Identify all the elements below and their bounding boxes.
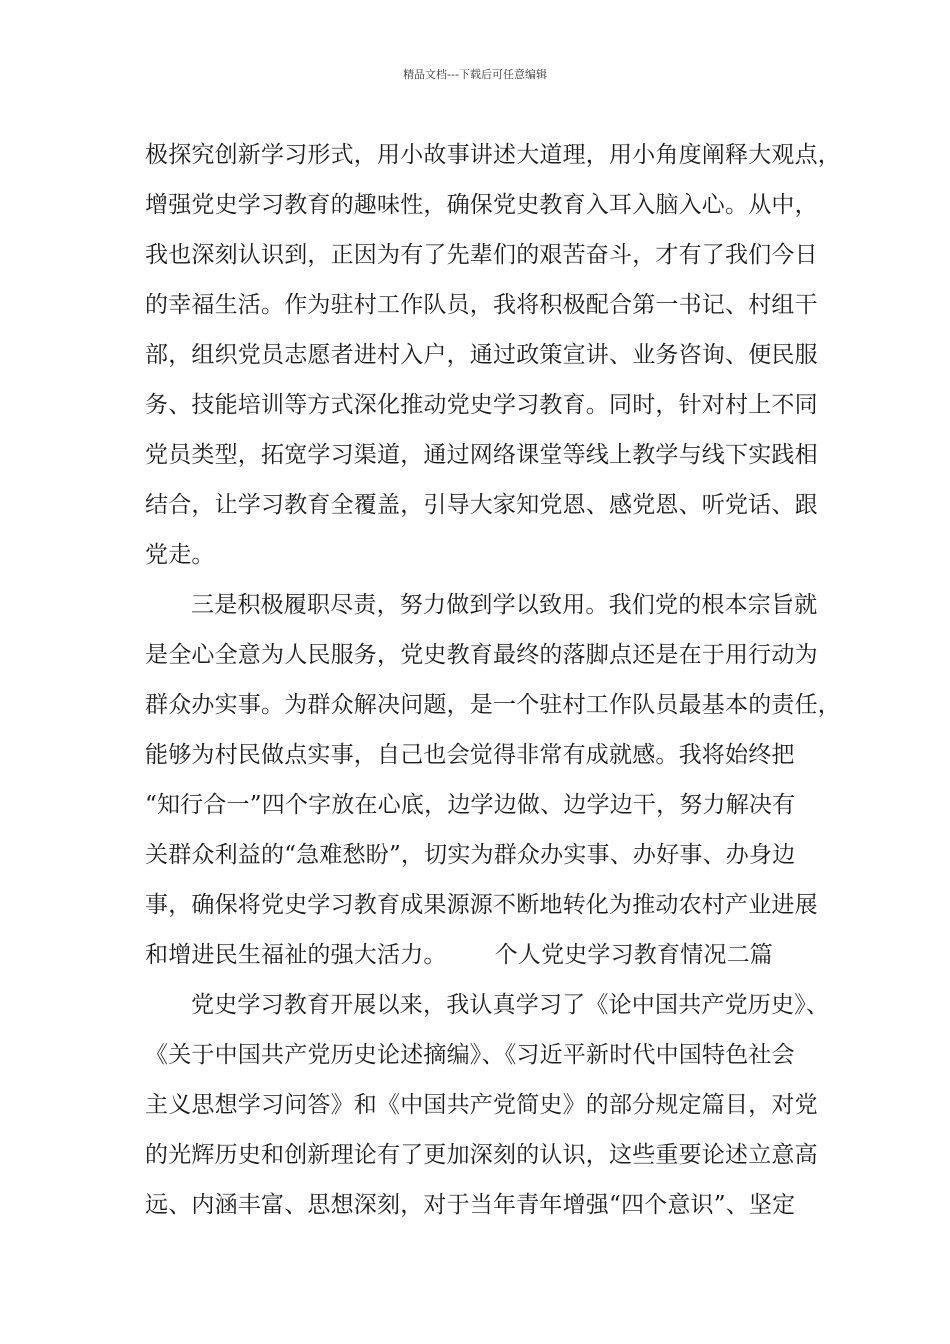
- text-line: 增强党史学习教育的趣味性，确保党史教育入耳入脑入心。从中，: [145, 192, 818, 218]
- text-line: 部，组织党员志愿者进村入户，通过政策宣讲、业务咨询、便民服: [145, 342, 818, 368]
- text-line: 党走。: [145, 542, 215, 568]
- text-line: 结合，让学习教育全覆盖，引导大家知党恩、感党恩、听党话、跟: [145, 492, 818, 518]
- text-line: 务、技能培训等方式深化推动党史学习教育。同时，针对村上不同: [145, 392, 818, 418]
- text-line: 主义思想学习问答》和《中国共产党简史》的部分规定篇目，对党: [145, 1092, 818, 1118]
- text-line: 是全心全意为人民服务，党史教育最终的落脚点还是在于用行动为: [145, 642, 818, 668]
- text-line: 的光辉历史和创新理论有了更加深刻的认识，这些重要论述立意高: [145, 1142, 818, 1168]
- text-line: 的幸福生活。作为驻村工作队员，我将积极配合第一书记、村组干: [145, 292, 818, 318]
- paragraph-start-line: 党史学习教育开展以来，我认真学习了《论中国共产党历史》、: [191, 992, 830, 1018]
- text-line-with-heading: [145, 930, 835, 980]
- page-header: 精品文档---下载后可任意编辑: [403, 68, 547, 81]
- text-line: 群众办实事。为群众解决问题，是一个驻村工作队员最基本的责任，: [145, 692, 841, 718]
- paragraph-end-text: 和增进民生福祉的强大活力。: [145, 942, 447, 968]
- text-line: 事，确保将党史学习教育成果源源不断地转化为推动农村产业进展: [145, 892, 818, 918]
- text-line: 能够为村民做点实事，自己也会觉得非常有成就感。我将始终把: [145, 742, 795, 768]
- document-body: [145, 130, 841, 1230]
- text-line: 《关于中国共产党历史论述摘编》、《习近平新时代中国特色社会: [145, 1042, 795, 1068]
- text-line: “知行合一”四个字放在心底，边学边做、边学边干，努力解决有: [145, 792, 796, 818]
- section-heading: 个人党史学习教育情况二篇: [494, 942, 774, 968]
- text-line: 党员类型，拓宽学习渠道，通过网络课堂等线上教学与线下实践相: [145, 442, 818, 468]
- text-line: 极探究创新学习形式，用小故事讲述大道理，用小角度阐释大观点，: [145, 142, 841, 168]
- text-line: 我也深刻认识到，正因为有了先辈们的艰苦奋斗，才有了我们今日: [145, 242, 818, 268]
- paragraph-start-line: 三是积极履职尽责，努力做到学以致用。我们党的根本宗旨就: [191, 592, 818, 618]
- text-line: 关群众利益的“急难愁盼”，切实为群众办实事、办好事、办身边: [145, 842, 796, 868]
- text-line: 远、内涵丰富、思想深刻，对于当年青年增强“四个意识”、坚定: [145, 1192, 796, 1218]
